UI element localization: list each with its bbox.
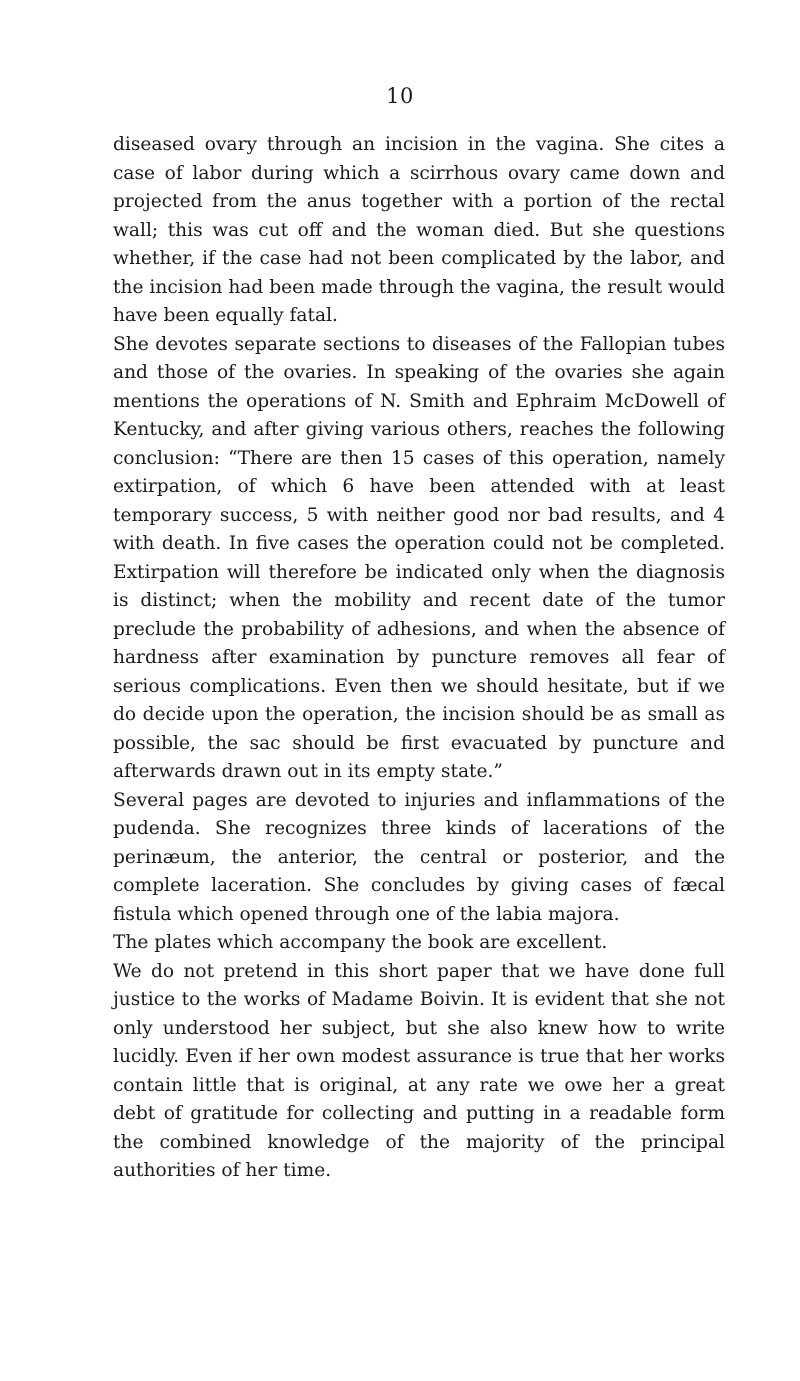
paragraph-conclusion: We do not pretend in this short paper that we have done full justice to the works of Madame Boivin. It is evident that she not only understood her subject, but she also knew how to write lucidly. Even if her own modest assurance is true that her works contain little that is original, at any rate we owe her a great debt of gratitude for collecting and putting in a readable form the combined knowledge of the majority of the principal authorities of her time. [113,960,725,1181]
body-text [113,131,725,1186]
paragraph-pudenda: Several pages are devoted to injuries and inflammations of the pudenda. She recognizes three kinds of lacerations of the perinæum, the anterior, the central or posterior, and the complete laceration. She concludes by giving cases of fæcal fistula which opened through one of the labia majora. [113,789,725,925]
paragraph-continued: diseased ovary through an incision in the vagina. She cites a case of labor during which a scirrhous ovary came down and projected from the anus together with a portion of the rectal wall; this was cut off and the woman died. But she questions whether, if the case had not been complicated by the labor, and the incision had been made through the vagina, the result would have been equally fatal. [113,134,725,326]
paragraph-plates: The plates which accompany the book are excellent. [113,932,608,953]
paragraph-fallopian-ovaries: She devotes separate sections to diseases of the Fallopian tubes and those of the ovaries. In speaking of the ovaries she again mentions the operations of N. Smith and Ephraim McDowell of Kentucky, and after giving various others, reaches the following conclusion: “There are then 15 cases of this operation, namely extirpation, of which 6 have been attended with at least temporary success, 5 with neither good nor bad results, and 4 with death. In five cases the operation could not be completed. Extirpation will therefore be indicated only when the diagnosis is distinct; when the mobility and recent date of the tumor preclude the probability of adhesions, and when the absence of hardness after examination by puncture removes all fear of serious complications. Even then we should hesitate, but if we do decide upon the operation, the incision should be as small as possible, the sac should be first evacuated by puncture and afterwards drawn out in its empty state.” [113,333,725,782]
page-number: 10 [386,84,414,108]
